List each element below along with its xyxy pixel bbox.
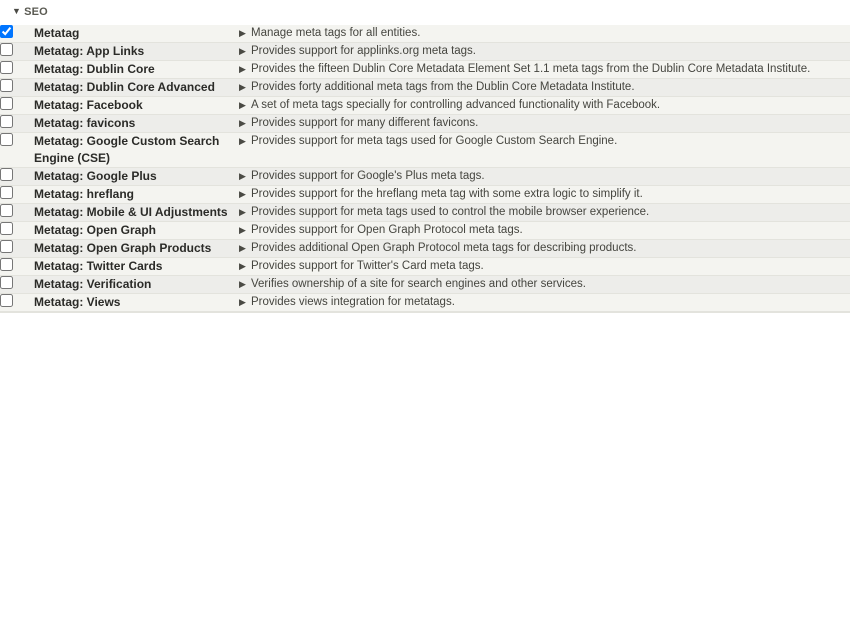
chevron-right-icon[interactable]: ▶ (239, 64, 246, 74)
module-enable-cell (0, 97, 34, 115)
module-name-cell (34, 258, 239, 276)
table-row (0, 25, 850, 43)
module-enable-cell (0, 43, 34, 61)
module-description: Provides support for Google's Plus meta tags. (251, 170, 485, 182)
module-name: Metatag: Facebook (34, 98, 143, 112)
module-enable-checkbox[interactable] (0, 133, 13, 146)
table-row (0, 115, 850, 133)
module-description-wrapper (239, 204, 850, 220)
module-enable-cell (0, 294, 34, 312)
module-enable-checkbox[interactable] (0, 168, 13, 181)
module-description-cell (239, 294, 850, 312)
module-enable-cell (0, 204, 34, 222)
module-name: Metatag: Views (34, 295, 121, 309)
module-name: Metatag: Google Plus (34, 169, 157, 183)
table-bottom-edge (0, 312, 850, 321)
module-name-cell (34, 204, 239, 222)
module-description: Manage meta tags for all entities. (251, 27, 421, 39)
module-description-wrapper (239, 115, 850, 131)
module-description: A set of meta tags specially for controlling advanced functionality with Facebook. (251, 99, 661, 111)
module-name-cell (34, 97, 239, 115)
chevron-right-icon[interactable]: ▶ (239, 207, 246, 217)
module-name-cell (34, 294, 239, 312)
table-row (0, 97, 850, 115)
module-description-cell (239, 186, 850, 204)
module-name: Metatag: Google Custom Search Engine (CSE) (34, 134, 220, 165)
module-description-cell (239, 25, 850, 43)
module-enable-cell (0, 240, 34, 258)
module-enable-cell (0, 79, 34, 97)
table-row (0, 276, 850, 294)
module-enable-cell (0, 276, 34, 294)
module-description-cell (239, 133, 850, 168)
module-enable-cell (0, 186, 34, 204)
table-row (0, 168, 850, 186)
module-description: Provides the fifteen Dublin Core Metadata Element Set 1.1 meta tags from the Dublin Core Metadata Institute. (251, 63, 811, 75)
module-enable-checkbox[interactable] (0, 61, 13, 74)
module-name-cell (34, 43, 239, 61)
chevron-right-icon[interactable]: ▶ (239, 100, 246, 110)
module-name-cell (34, 276, 239, 294)
module-name-cell (34, 115, 239, 133)
chevron-right-icon[interactable]: ▶ (239, 28, 246, 38)
module-name: Metatag: Twitter Cards (34, 259, 163, 273)
module-enable-cell (0, 222, 34, 240)
module-enable-checkbox[interactable] (0, 258, 13, 271)
module-name-cell (34, 133, 239, 168)
module-description: Provides support for meta tags used for Google Custom Search Engine. (251, 135, 618, 147)
module-name-cell (34, 240, 239, 258)
module-name: Metatag: Open Graph (34, 223, 157, 237)
table-row (0, 79, 850, 97)
module-description-cell (239, 43, 850, 61)
chevron-right-icon[interactable]: ▶ (239, 279, 246, 289)
module-enable-checkbox[interactable] (0, 25, 13, 38)
module-description-wrapper (239, 133, 850, 149)
module-name: Metatag: Dublin Core Advanced (34, 80, 215, 94)
module-name-cell (34, 186, 239, 204)
module-description-cell (239, 61, 850, 79)
module-description-wrapper (239, 186, 850, 202)
table-row (0, 186, 850, 204)
module-description: Provides additional Open Graph Protocol meta tags for describing products. (251, 242, 637, 254)
table-row (0, 133, 850, 168)
module-description: Provides views integration for metatags. (251, 296, 455, 308)
module-name-cell (34, 222, 239, 240)
module-description-wrapper (239, 258, 850, 274)
table-row (0, 204, 850, 222)
module-description-cell (239, 79, 850, 97)
module-enable-checkbox[interactable] (0, 204, 13, 217)
module-enable-checkbox[interactable] (0, 43, 13, 56)
table-row (0, 43, 850, 61)
module-name: Metatag: favicons (34, 116, 136, 130)
module-name-cell (34, 61, 239, 79)
module-description: Provides forty additional meta tags from the Dublin Core Metadata Institute. (251, 81, 635, 93)
module-description: Provides support for Open Graph Protocol meta tags. (251, 224, 523, 236)
module-enable-cell (0, 258, 34, 276)
module-description-wrapper (239, 294, 850, 310)
module-description-wrapper (239, 276, 850, 292)
chevron-right-icon[interactable]: ▶ (239, 189, 246, 199)
module-name: Metatag: Dublin Core (34, 62, 155, 76)
modules-table-body (0, 25, 850, 312)
module-description-cell (239, 97, 850, 115)
module-description-wrapper (239, 168, 850, 184)
chevron-right-icon[interactable]: ▶ (239, 261, 246, 271)
chevron-down-icon[interactable]: ▼ (12, 6, 22, 16)
chevron-right-icon[interactable]: ▶ (239, 171, 246, 181)
module-name-cell (34, 25, 239, 43)
module-enable-checkbox[interactable] (0, 97, 13, 110)
chevron-right-icon[interactable]: ▶ (239, 225, 246, 235)
module-name-cell (34, 168, 239, 186)
module-name: Metatag: Mobile & UI Adjustments (34, 205, 228, 219)
module-name: Metatag: Verification (34, 277, 152, 291)
module-description: Verifies ownership of a site for search engines and other services. (251, 278, 586, 290)
module-description-cell (239, 168, 850, 186)
module-description-wrapper (239, 222, 850, 238)
table-row (0, 61, 850, 79)
module-description-wrapper (239, 240, 850, 256)
module-enable-cell (0, 133, 34, 168)
module-description-wrapper (239, 25, 850, 41)
module-description: Provides support for applinks.org meta tags. (251, 45, 477, 57)
chevron-right-icon[interactable]: ▶ (239, 297, 246, 307)
module-description: Provides support for meta tags used to control the mobile browser experience. (251, 206, 650, 218)
module-name: Metatag: hreflang (34, 187, 135, 201)
module-enable-cell (0, 61, 34, 79)
module-enable-checkbox[interactable] (0, 240, 13, 253)
module-description-wrapper (239, 79, 850, 95)
table-row (0, 258, 850, 276)
module-description: Provides support for many different favicons. (251, 117, 479, 129)
module-description-wrapper (239, 97, 850, 113)
module-description-wrapper (239, 43, 850, 59)
module-enable-checkbox[interactable] (0, 276, 13, 289)
module-description-cell (239, 240, 850, 258)
module-enable-checkbox[interactable] (0, 79, 13, 92)
chevron-right-icon[interactable]: ▶ (239, 46, 246, 56)
module-description-cell (239, 276, 850, 294)
module-name: Metatag: Open Graph Products (34, 241, 212, 255)
module-description-cell (239, 258, 850, 276)
module-description-wrapper (239, 61, 850, 77)
module-name-cell (34, 79, 239, 97)
module-description-cell (239, 204, 850, 222)
table-row (0, 294, 850, 312)
module-enable-cell (0, 115, 34, 133)
chevron-right-icon[interactable]: ▶ (239, 136, 246, 146)
modules-table (0, 24, 850, 312)
module-name: Metatag (34, 26, 80, 40)
module-enable-checkbox[interactable] (0, 186, 13, 199)
chevron-right-icon[interactable]: ▶ (239, 118, 246, 128)
module-description-cell (239, 115, 850, 133)
module-enable-cell (0, 25, 34, 43)
table-row (0, 240, 850, 258)
module-name: Metatag: App Links (34, 44, 145, 58)
module-enable-checkbox[interactable] (0, 115, 13, 128)
chevron-right-icon[interactable]: ▶ (239, 82, 246, 92)
table-row (0, 222, 850, 240)
module-enable-checkbox[interactable] (0, 222, 13, 235)
module-description-cell (239, 222, 850, 240)
module-group-label: SEO (24, 6, 48, 18)
module-description: Provides support for Twitter's Card meta tags. (251, 260, 484, 272)
module-group-header-seo[interactable] (0, 0, 850, 24)
module-enable-checkbox[interactable] (0, 294, 13, 307)
chevron-right-icon[interactable]: ▶ (239, 243, 246, 253)
module-enable-cell (0, 168, 34, 186)
module-description: Provides support for the hreflang meta tag with some extra logic to simplify it. (251, 188, 643, 200)
